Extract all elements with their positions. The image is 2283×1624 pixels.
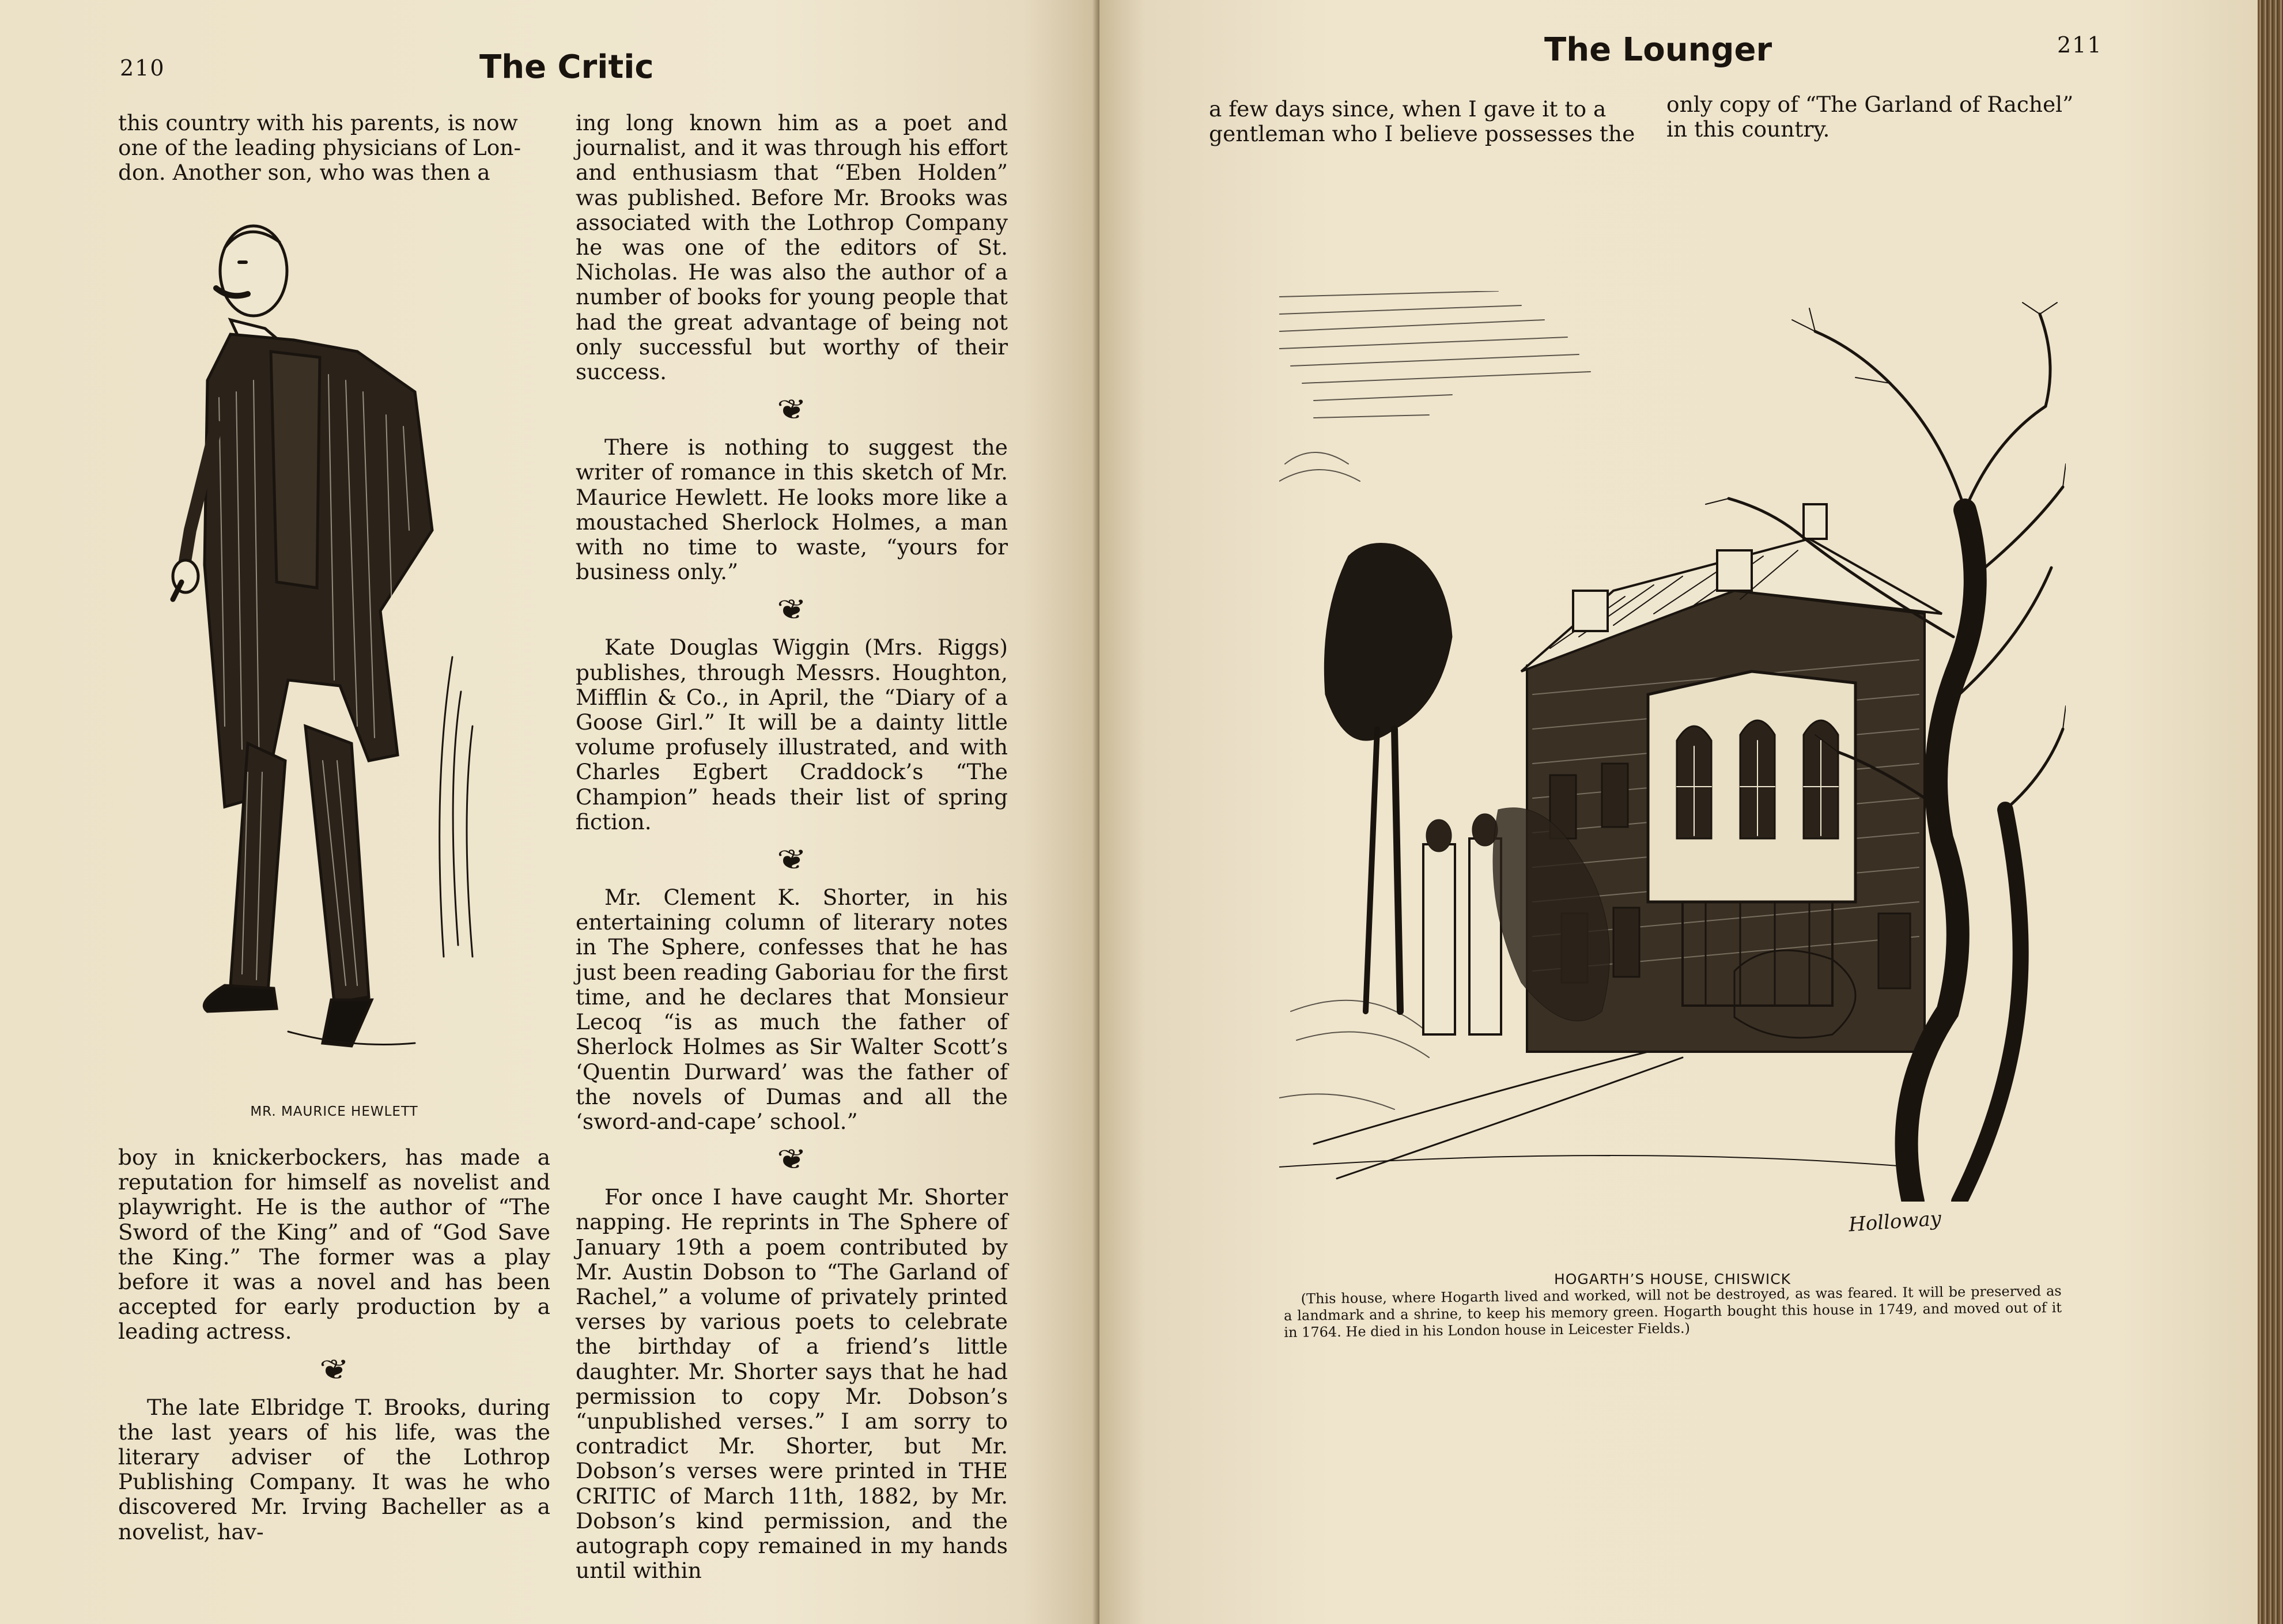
- hogarths-house-illustration: [1279, 291, 2066, 1202]
- paragraph: a few days since, when I gave it to a gentleman who I believe possesses the: [1209, 96, 1635, 147]
- paragraph: Mr. Clement K. Shorter, in his entertaining column of literary notes in The Sphere, confesses that he has just been reading Gaboriau for the first time, and he declares that Monsieur Lecoq “is as much the father of Sherlock Holmes as Sir Walter Scott’s ‘Quentin Durward’ was the father of the novels of Dumas and all the ‘sword-and-cape’ school.”: [576, 885, 1008, 1134]
- right-page: [1099, 0, 2258, 1624]
- page-number: 211: [2057, 32, 2103, 58]
- left-column-2: [576, 111, 1008, 1583]
- page-number: 210: [120, 55, 165, 81]
- paragraph: ing long known him as a poet and journalist, and it was through his effort and enthusiasm that “Eben Holden” was published. Before Mr. Brooks was associated with the Lothrop Company he was one of the editors of St. Nicholas. He was also the author of a number of books for young people that had the great advantage of being not only successful but worthy of their success.: [576, 110, 1008, 385]
- paragraph: There is nothing to suggest the writer of romance in this sketch of Mr. Maurice Hewlett. He looks more like a moustached Sherlock Holmes, a man with no time to waste, “yours for business only.”: [576, 435, 1008, 585]
- left-page: [0, 0, 1099, 1624]
- left-column-1: [118, 111, 550, 186]
- ornament-icon: ❦: [319, 1353, 350, 1386]
- ornament-icon: ❦: [776, 844, 807, 877]
- artist-signature: Holloway: [1847, 1207, 1942, 1237]
- ornament-icon: ❦: [776, 1143, 807, 1176]
- paragraph: boy in knickerbockers, has made a reputation for himself as novelist and playwright. He is the author of “The Sword of the King” and of “God Save the King.” The former was a play before it was a novel and has been accepted for early production by a leading actress.: [118, 1145, 550, 1344]
- right-column-1: [1209, 97, 1653, 146]
- illustration-caption: HOGARTH’S HOUSE, CHISWICK: [1554, 1271, 1791, 1287]
- left-column-1-bottom: [118, 1145, 550, 1544]
- paragraph: this country with his parents, is now one of the leading physicians of Lon- don. Another son, who was then a: [118, 110, 521, 186]
- running-head: The Critic: [479, 48, 654, 86]
- paragraph: Kate Douglas Wiggin (Mrs. Riggs) publishes, through Messrs. Houghton, Mifflin & Co., in April, the “Diary of a Goose Girl.” It will be a dainty little volume profusely illustrated, and with Charles Egbert Craddock’s “The Champion” heads their list of spring fiction.: [576, 635, 1008, 834]
- page-edges: [2258, 0, 2283, 1624]
- portrait-caption: MR. MAURICE HEWLETT: [250, 1104, 418, 1119]
- paragraph: only copy of “The Garland of Rachel” in this country.: [1666, 92, 2074, 142]
- running-head: The Lounger: [1544, 31, 1772, 69]
- paragraph: The late Elbridge T. Brooks, during the last years of his life, was the literary adviser of the Lothrop Publishing Company. It was he who discovered Mr. Irving Bacheller as a novelist, hav-: [118, 1394, 550, 1544]
- right-column-2: [1666, 92, 2116, 142]
- paragraph: For once I have caught Mr. Shorter napping. He reprints in The Sphere of January 19th a poem contributed by Mr. Austin Dobson to “The Garland of Rachel,” a volume of privately printed verses by various poets to celebrate the birthday of a friend’s little daughter. Mr. Shorter says that he had permission to copy Mr. Dobson’s “unpublished verses.” I am sorry to contradict Mr. Shorter, but Mr. Dobson’s verses were printed in THE CRITIC of March 11th, 1882, by Mr. Dobson’s kind permission, and the autograph copy remained in my hands until within: [576, 1184, 1008, 1584]
- ornament-icon: ❦: [776, 394, 807, 426]
- illustration-note: (This house, where Hogarth lived and worked, will not be destroyed, as was feared. It will be preserved as a landmark and a shrine, to keep his memory green. Hogarth bought this house in 1749, and moved out of it in 1764. He died in his London house in Leicester Fields.): [1283, 1282, 2062, 1341]
- ornament-icon: ❦: [776, 594, 807, 626]
- portrait-illustration: [161, 207, 507, 1101]
